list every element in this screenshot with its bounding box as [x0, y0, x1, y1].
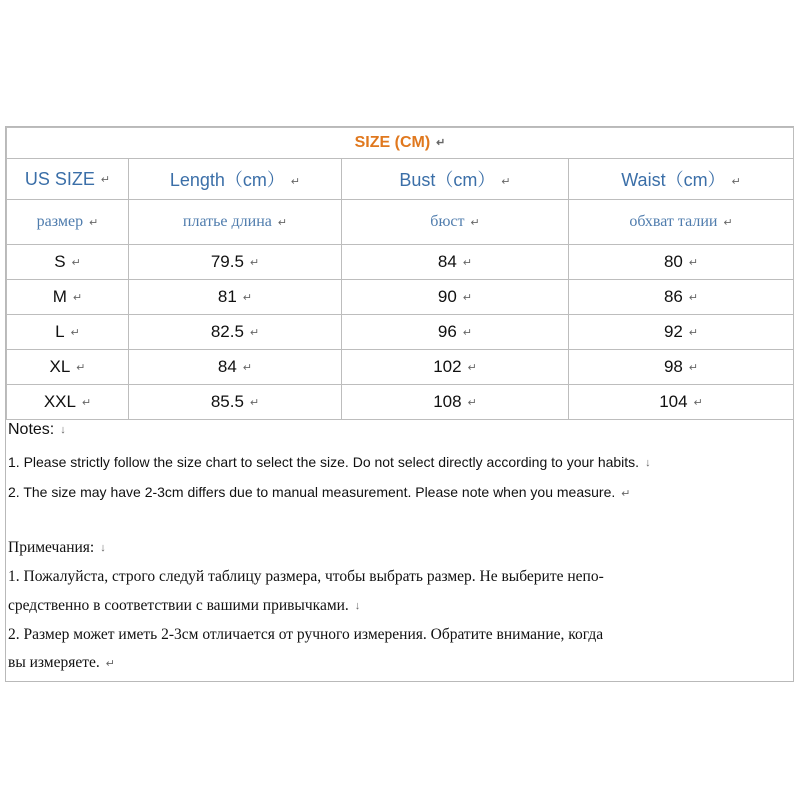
table-row: [7, 315, 794, 350]
return-mark-icon: ↵: [467, 362, 477, 375]
cell-waist: [569, 245, 794, 280]
waist-value: 80: [663, 252, 683, 271]
return-mark-icon: ↵: [436, 137, 446, 150]
waist-value: 104: [659, 392, 688, 411]
russian-header-bust: бюст: [430, 213, 465, 230]
note-ru-2a: 2. Размер может иметь 2-3см отличается от ручного измерения. Обратите внимание, когда: [8, 626, 604, 643]
size-label: XL: [49, 357, 71, 376]
cell-size: [7, 315, 129, 350]
note-line: [8, 539, 106, 557]
return-mark-icon: ↵: [688, 292, 699, 305]
header-us-size: US SIZE: [24, 168, 95, 189]
header-waist: Waist（cm）: [621, 170, 726, 190]
cell-length: [129, 315, 342, 350]
note-en-1: 1. Please strictly follow the size chart to select the size. Do not select directly according to your habits.: [8, 454, 640, 470]
table-title: SIZE (CM): [354, 134, 431, 151]
cell-bust: [342, 350, 569, 385]
header-length: Length（cm）: [169, 170, 285, 190]
table-row: [7, 385, 794, 420]
russian-header-cell: [342, 200, 569, 245]
cell-size: [7, 280, 129, 315]
return-mark-icon: ↵: [621, 487, 631, 500]
return-mark-icon: ↵: [71, 257, 81, 270]
russian-header-size: размер: [36, 213, 84, 230]
note-ru-2b: вы измеряете.: [8, 654, 100, 671]
note-en-2: 2. The size may have 2-3cm differs due to manual measurement. Please note when you measure.: [8, 484, 616, 500]
note-line: [8, 654, 115, 672]
russian-header-row: [7, 200, 794, 245]
size-label: M: [52, 287, 67, 306]
table-row: [7, 280, 794, 315]
return-mark-icon: ↵: [467, 397, 477, 410]
return-mark-icon: ↵: [242, 362, 253, 375]
bust-value: 108: [433, 392, 462, 411]
header-cell: [569, 159, 794, 200]
cell-waist: [569, 280, 794, 315]
size-label: XXL: [43, 392, 76, 411]
return-mark-icon: ↵: [688, 257, 699, 270]
note-line: [8, 597, 360, 615]
note-line: [8, 454, 651, 470]
russian-header-length: платье длина: [182, 213, 272, 230]
return-mark-icon: ↵: [70, 327, 80, 340]
return-mark-icon: ↵: [688, 327, 699, 340]
cell-bust: [342, 385, 569, 420]
length-value: 79.5: [210, 252, 244, 271]
size-chart-sheet: [5, 126, 794, 682]
line-break-mark-icon: ↓: [645, 457, 651, 470]
return-mark-icon: ↵: [89, 216, 99, 229]
bust-value: 84: [437, 252, 457, 271]
note-ru-1a: 1. Пожалуйста, строго следуй таблицу размера, чтобы выбрать размер. Не выберите непо-: [8, 568, 604, 585]
length-value: 82.5: [210, 322, 244, 341]
russian-header-cell: [569, 200, 794, 245]
bust-value: 102: [433, 357, 462, 376]
line-break-mark-icon: ↓: [100, 542, 106, 555]
return-mark-icon: ↵: [249, 397, 260, 410]
cell-bust: [342, 315, 569, 350]
return-mark-icon: ↵: [277, 216, 288, 229]
return-mark-icon: ↵: [731, 175, 741, 188]
header-cell: [129, 159, 342, 200]
russian-header-waist: обхват талии: [629, 213, 718, 230]
length-value: 81: [217, 287, 237, 306]
russian-header-cell: [7, 200, 129, 245]
return-mark-icon: ↵: [501, 175, 511, 188]
cell-size: [7, 350, 129, 385]
size-label: L: [55, 322, 65, 341]
return-mark-icon: ↵: [462, 257, 473, 270]
russian-header-cell: [129, 200, 342, 245]
return-mark-icon: ↵: [81, 397, 92, 410]
note-line: [8, 626, 603, 644]
return-mark-icon: ↵: [470, 216, 480, 229]
return-mark-icon: ↵: [462, 327, 473, 340]
line-break-mark-icon: ↓: [60, 423, 66, 436]
notes-title-line: [8, 421, 66, 439]
return-mark-icon: ↵: [290, 175, 301, 188]
return-mark-icon: ↵: [76, 362, 86, 375]
bust-value: 96: [437, 322, 457, 341]
return-mark-icon: ↵: [462, 292, 473, 305]
cell-waist: [569, 385, 794, 420]
return-mark-icon: ↵: [72, 292, 83, 305]
notes-title: Notes:: [8, 421, 55, 438]
length-value: 84: [217, 357, 237, 376]
return-mark-icon: ↵: [249, 327, 260, 340]
cell-size: [7, 385, 129, 420]
waist-value: 86: [663, 287, 683, 306]
table-title-row: [7, 128, 794, 159]
return-mark-icon: ↵: [693, 397, 703, 410]
table-row: [7, 350, 794, 385]
waist-value: 98: [663, 357, 683, 376]
cell-bust: [342, 245, 569, 280]
waist-value: 92: [663, 322, 683, 341]
return-mark-icon: ↵: [688, 362, 699, 375]
table-title-cell: [7, 128, 794, 159]
header-row: [7, 159, 794, 200]
cell-length: [129, 280, 342, 315]
notes-section: [6, 417, 793, 681]
size-label: S: [54, 252, 66, 271]
cell-size: [7, 245, 129, 280]
return-mark-icon: ↵: [249, 257, 260, 270]
table-row: [7, 245, 794, 280]
return-mark-icon: ↵: [242, 292, 253, 305]
cell-waist: [569, 350, 794, 385]
return-mark-icon: ↵: [105, 657, 116, 670]
cell-bust: [342, 280, 569, 315]
header-cell: [342, 159, 569, 200]
note-line: [8, 484, 630, 500]
bust-value: 90: [437, 287, 457, 306]
length-value: 85.5: [210, 392, 244, 411]
return-mark-icon: ↵: [100, 174, 111, 187]
cell-waist: [569, 315, 794, 350]
cell-length: [129, 350, 342, 385]
line-break-mark-icon: ↓: [354, 600, 361, 613]
size-table: [6, 127, 794, 420]
header-bust: Bust（cm）: [399, 170, 496, 190]
cell-length: [129, 385, 342, 420]
notes-title-russian: Примечания:: [8, 539, 95, 556]
note-line: [8, 568, 604, 586]
note-ru-1b: средственно в соответствии с вашими привычками.: [8, 597, 349, 614]
cell-length: [129, 245, 342, 280]
header-cell: [7, 159, 129, 200]
return-mark-icon: ↵: [723, 216, 733, 229]
